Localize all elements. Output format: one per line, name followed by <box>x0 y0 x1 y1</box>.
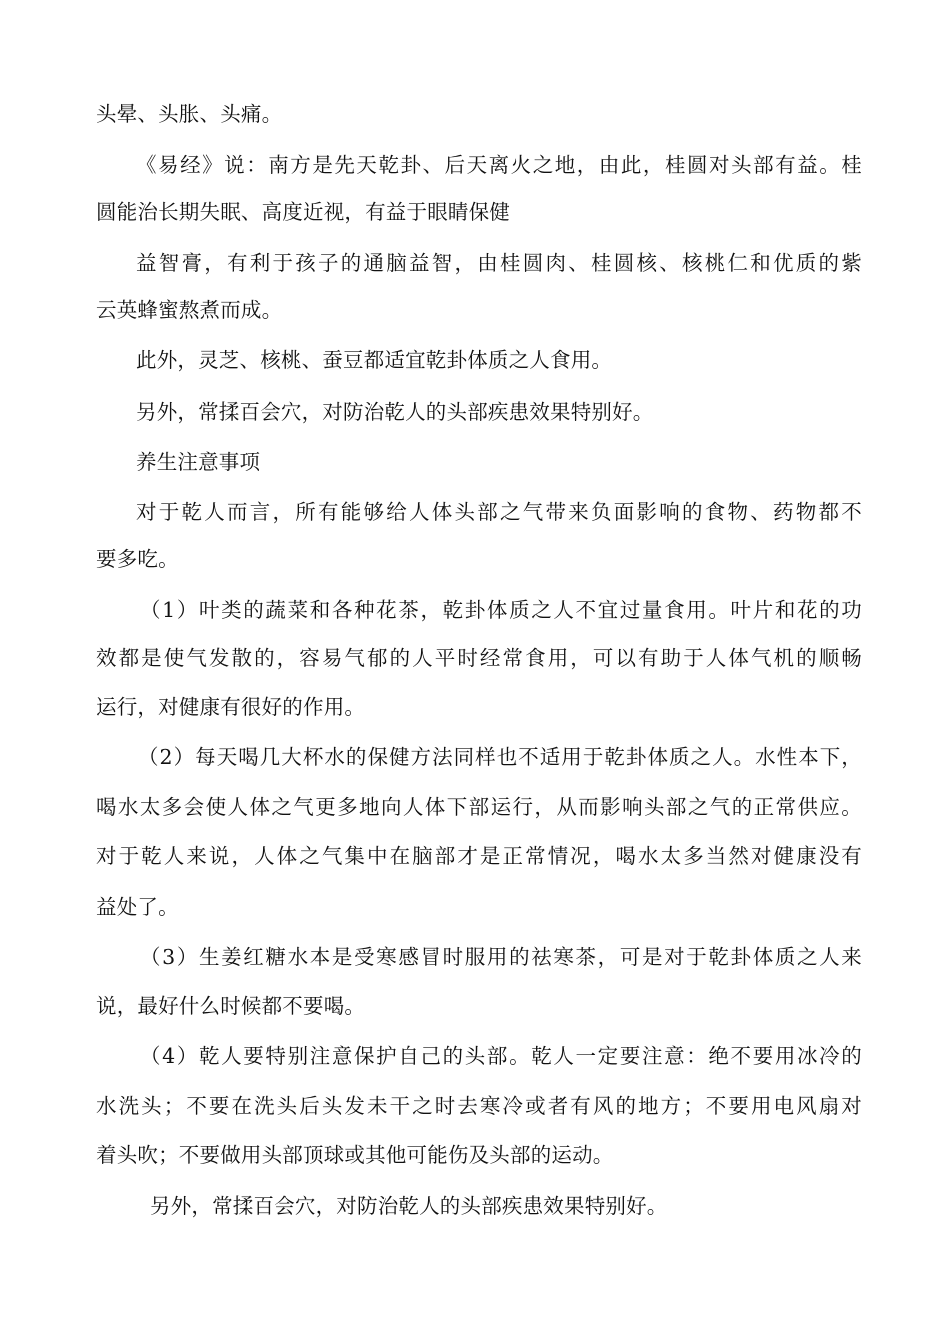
text-line-7: 另外，常揉百会穴，对防治乾人的头部疾患效果特别好。 <box>136 400 654 424</box>
text-line-21: 水洗头；不要在洗头后头发未干之时去寒冷或者有风的地方；不要用电风扇对 <box>96 1094 862 1118</box>
text-line-3: 圆能治长期失眠、高度近视，有益于眼睛保健 <box>96 200 510 224</box>
text-line-11: （1）叶类的蔬菜和各种花茶，乾卦体质之人不宜过量食用。叶片和花的功 <box>140 598 862 622</box>
text-line-15: 喝水太多会使人体之气更多地向人体下部运行，从而影响头部之气的正常供应。 <box>96 795 862 819</box>
text-line-12: 效都是使气发散的，容易气郁的人平时经常食用，可以有助于人体气机的顺畅 <box>96 646 862 670</box>
text-line-20: （4）乾人要特别注意保护自己的头部。乾人一定要注意：绝不要用冰冷的 <box>140 1044 862 1068</box>
text-line-13: 运行，对健康有很好的作用。 <box>96 695 366 719</box>
text-line-14: （2）每天喝几大杯水的保健方法同样也不适用于乾卦体质之人。水性本下， <box>138 745 862 769</box>
text-line-19: 说，最好什么时候都不要喝。 <box>96 994 366 1018</box>
text-line-17: 益处了。 <box>96 895 179 919</box>
text-line-18: （3）生姜红糖水本是受寒感冒时服用的祛寒茶，可是对于乾卦体质之人来 <box>140 945 862 969</box>
text-line-10: 要多吃。 <box>96 547 179 571</box>
text-line-9: 对于乾人而言，所有能够给人体头部之气带来负面影响的食物、药物都不 <box>136 500 862 524</box>
text-line-4: 益智膏，有利于孩子的通脑益智，由桂圆肉、桂圆核、核桃仁和优质的紫 <box>136 251 862 275</box>
section-heading: 养生注意事项 <box>136 450 261 474</box>
text-line-22: 着头吹；不要做用头部顶球或其他可能伤及头部的运动。 <box>96 1143 614 1167</box>
text-line-6: 此外，灵芝、核桃、蚕豆都适宜乾卦体质之人食用。 <box>136 348 613 372</box>
text-line-5: 云英蜂蜜熬煮而成。 <box>96 298 283 322</box>
text-line-16: 对于乾人来说，人体之气集中在脑部才是正常情况，喝水太多当然对健康没有 <box>96 844 862 868</box>
text-line-1: 头晕、头胀、头痛。 <box>96 102 283 126</box>
text-line-23: 另外，常揉百会穴，对防治乾人的头部疾患效果特别好。 <box>150 1194 668 1218</box>
text-line-2: 《易经》说：南方是先天乾卦、后天离火之地，由此，桂圆对头部有益。桂 <box>136 153 862 177</box>
